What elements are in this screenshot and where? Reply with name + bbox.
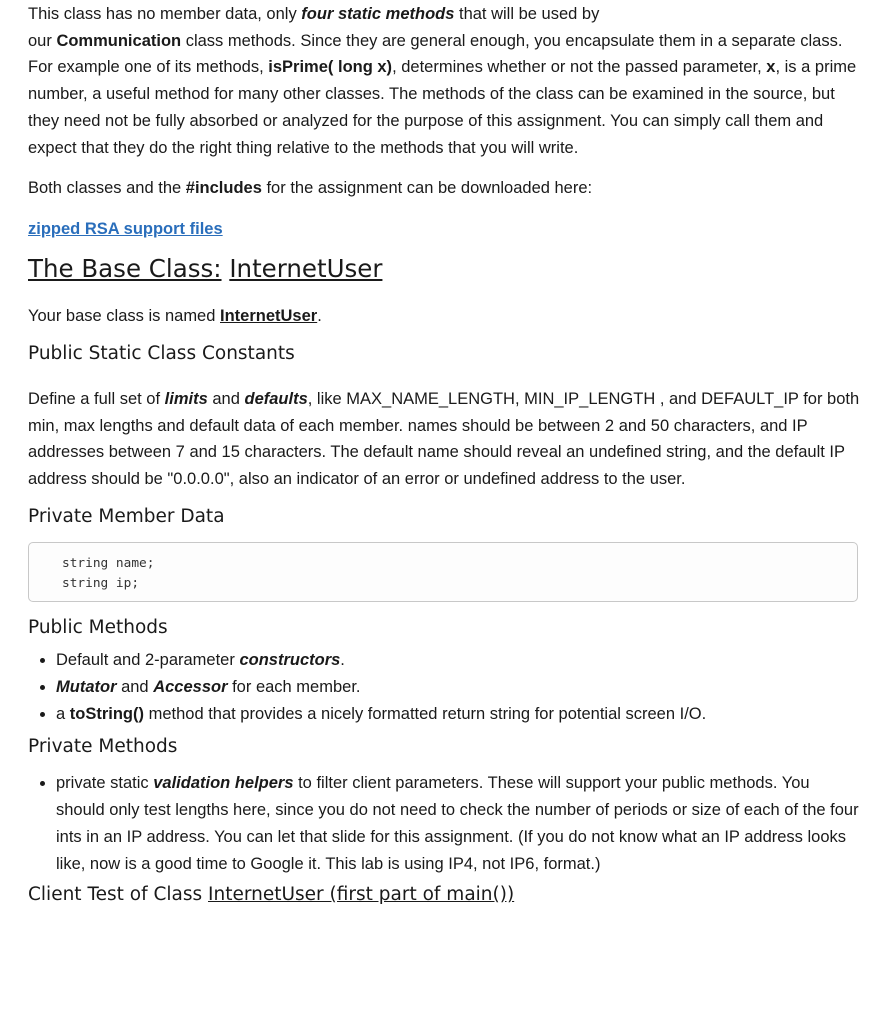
base-class-name-paragraph: Your base class is named InternetUser. (28, 306, 322, 325)
document-body (28, 0, 860, 908)
list-item: • a toString() method that provides a nicely formatted return string for potential screen I/O. (56, 701, 860, 728)
list-item: • Default and 2-parameter constructors. (56, 647, 860, 674)
internetuser-class-name: InternetUser (220, 306, 318, 325)
intro-paragraph: This class has no member data, only four static methods that will be used by our Communication class methods. Since they are general enough, you encapsulate them in a separate class. For example one of its methods, isPrime( long x), determines whether or not the passed parameter, x, is a prime number, a useful method for many other classes. The methods of the class can be examined in the source, but they need not be fully absorbed or analyzed for the purpose of this assignment. You can simply call them and expect that they do the right thing relative to the methods that you will write. (28, 5, 857, 157)
emphasis-four-static-methods: four static methods (301, 5, 455, 23)
emphasis-limits: limits (164, 390, 208, 409)
member-data-heading: Private Member Data (28, 506, 225, 528)
download-paragraph: Both classes and the #includes for the assignment can be downloaded here: (28, 179, 593, 198)
public-methods-list (28, 647, 860, 728)
zipped-rsa-support-files-link[interactable]: zipped RSA support files (28, 219, 223, 238)
member-data-code-block (28, 542, 858, 602)
client-test-link[interactable]: InternetUser (first part of main()) (208, 884, 515, 906)
constants-heading: Public Static Class Constants (28, 343, 295, 365)
list-item: • Mutator and Accessor for each member. (56, 674, 860, 701)
list-item: • private static validation helpers to filter client parameters. These will support your public methods. You should only test lengths here, since you do not need to check the number of periods or size of each of the four ints in an IP address. You can let that slide for this assignment. (If you do not know what an IP address looks like, now is a good time to Google it. This lab is using IP4, not IP6, format.) (56, 770, 860, 878)
code-line-ip: string ip; (62, 576, 140, 592)
communication-class-name: Communication (56, 31, 182, 50)
isprime-method-name: isPrime( long x) (268, 58, 393, 77)
param-x: x (766, 58, 776, 77)
base-class-heading: The Base Class: InternetUser (28, 253, 383, 283)
constants-paragraph: Define a full set of limits and defaults, like MAX_NAME_LENGTH, MIN_IP_LENGTH , and DEFAULT_IP for both min, max lengths and default data of each member. names should be between 2 and 50 characters, and IP addresses between 7 and 15 characters. The default name should reveal an undefined string, and the default IP address should be "0.0.0.0", also an indicator of an error or undefined address to the user. (28, 390, 860, 488)
client-test-heading: Client Test of Class InternetUser (first part of main()) (28, 884, 515, 906)
private-methods-list (28, 770, 860, 878)
private-methods-heading: Private Methods (28, 736, 178, 758)
public-methods-heading: Public Methods (28, 617, 168, 639)
emphasis-defaults: defaults (244, 390, 308, 409)
code-line-name: string name; (62, 556, 155, 572)
includes-label: #includes (185, 179, 262, 198)
